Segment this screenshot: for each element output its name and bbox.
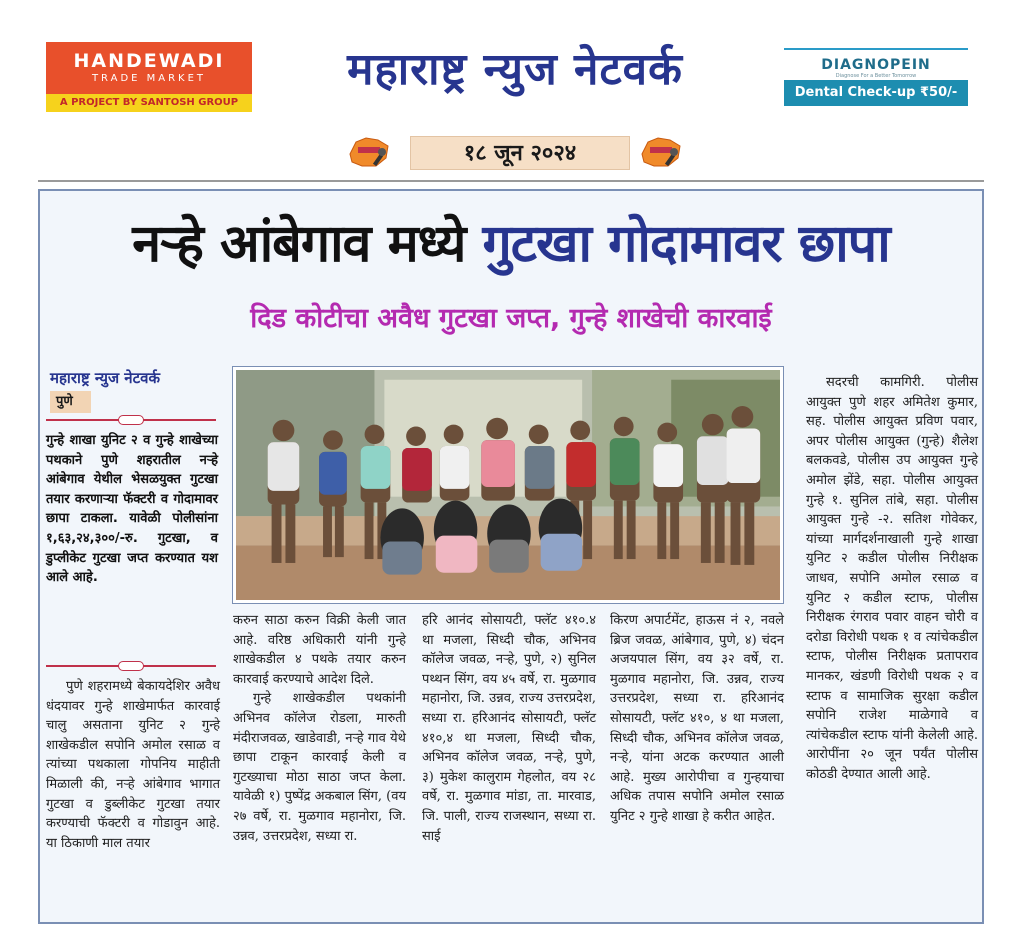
maharashtra-map-mic-icon [346, 132, 394, 172]
article-headline [40, 211, 982, 277]
headline-black-part: नऱ्हे आंबेगाव मध्ये [132, 214, 466, 274]
byline-organization: महाराष्ट्र न्युज नेटवर्क [50, 369, 161, 387]
ad-brand-subtitle: TRADE MARKET [91, 73, 207, 84]
header-divider [38, 180, 984, 182]
column-2-text-a: करुन साठा करुन विक्री केली जात आहे. वरिष्ठ अधिकारी यांनी गुन्हे शाखेकडील ४ पथके तयार करुन कारवाई करण्याचे आदेश दिले. [233, 613, 406, 687]
article-column-4 [610, 611, 784, 827]
handewadi-advertisement [46, 42, 252, 112]
dental-checkup-offer: Dental Check-up ₹50/- [784, 80, 968, 106]
article-subheadline: दिड कोटीचा अवैध गुटखा जप्त, गुन्हे शाखेची कारवाई [250, 303, 772, 334]
article-frame [38, 189, 984, 924]
ad-brand-name: HANDEWADI [73, 50, 225, 72]
article-column-2 [233, 611, 406, 846]
article-column-1 [46, 677, 220, 853]
diagnopein-advertisement [784, 48, 968, 108]
ornament-divider [46, 415, 216, 425]
ad-brand-project: A PROJECT BY SANTOSH GROUP [46, 94, 252, 112]
column-3-text: हरि आनंद सोसायटी, फ्लॅट ४१०.४ था मजला, सिध्दी चौक, अभिनव कॉलेज जवळ, नऱ्हे, पुणे, २) सुनिल पथ्थन सिंग, वय ४५ वर्षे, रा. मुळगाव महानोरा, जि. उन्नव, राज्य उत्तरप्रदेश, सध्या रा. हरिआनंद सोसायटी, फ्लॅट ४१०,४ था मजला, सिध्दी चौक, अभिनव कॉलेज जवळ, नऱ्हे, पुणे, ३) मुकेश कालुराम गेहलोत, वय २८ वर्षे, रा. मुळगाव मांडा, ता. मारवाड, जि. पाली, राज्य राजस्थान, सध्या रा. साई [422, 613, 596, 844]
date-row [340, 132, 690, 172]
arrested-accused-group-photo [233, 367, 783, 603]
diagnopein-tagline: Diagnose For a Better Tomorrow [835, 73, 917, 79]
article-column-3 [422, 611, 596, 846]
byline [50, 367, 220, 413]
maharashtra-map-mic-icon [638, 132, 686, 172]
column-1-text: पुणे शहरामध्ये बेकायदेशिर अवैध धंदयावर गुन्हे शाखेमार्फत कारवाई चालु असताना युनिट २ गुन्हे शाखेकडील सपोनि अमोल रसाळ व त्यांच्या पथकाला गोपनिय माहीती मिळाली की, नऱ्हे आंबेगाव भागात गुटखा व डुब्लीकेट गुटखा तयार करण्याची फॅक्टरी व गोडावुन आहे. या ठिकाणी माल तयार [46, 679, 220, 851]
article-lede: गुन्हे शाखा युनिट २ व गुन्हे शाखेच्या पथकाने पुणे शहरातील नऱ्हे आंबेगाव येथील भेसळयुक्त गुटखा तयार करणाऱ्या फॅक्टरी व गोदामावर छापा टाकला. यावेळी पोलीसांना १,६३,२४,३००/-रु. गुटखा, व डुप्लीकेट गुटखा जप्त करण्यात यश आले आहे. [46, 433, 218, 586]
column-2-text-b: गुन्हे शाखेकडील पथकांनी अभिनव कॉलेज रोडला, मारुती मंदीराजवळ, खाडेवाडी, नऱ्हे गाव येथे छापा टाकून कारवाई केली व गुटख्याचा मोठा साठा जप्त केला. यावेळी १) पुष्पेंद्र अकबाल सिंग, (वय २७ वर्षे, रा. मुळगाव महानोरा, जि. उन्नव, उत्तरप्रदेश, सध्या रा. [233, 691, 406, 844]
column-4-text: किरण अपार्टमेंट, हाऊस नं २, नवले ब्रिज जवळ, आंबेगाव, पुणे, ४) चंदन अजयपाल सिंग, वय ३२ वर्षे, रा. मुळगाव महानोरा, जि. उन्नव, राज्य उत्तरप्रदेश, सध्या रा. हरिआनंद सोसायटी, फ्लॅट ४१०, ४ था मजला, सिध्दी चौक, अभिनव कॉलेज जवळ, नऱ्हे, यांना अटक करण्यात आली आहे. मुख्य आरोपीचा व गुन्हयाचा अधिक तपास सपोनि अमोल रसाळ युनिट २ गुन्हे शाखा हे करीत आहेत. [610, 613, 784, 824]
column-5-text: सदरची कामगिरी. पोलीस आयुक्त पुणे शहर अमितेश कुमार, सह. पोलीस आयुक्त प्रविण पवार, अपर पोलीस आयुक्त (गुन्हे) शैलेश बलकवडे, पोलीस उप आयुक्त गुन्हे अमोल झेंडे, सहा. पोलीस आयुक्त गुन्हे १. सुनिल तांबे, सहा. पोलीस आयुक्त गुन्हे -२. सतिश गोवेकर, यांच्या मार्गदर्शनाखाली गुन्हे शाखा युनिट २ कडील पोलीस निरीक्षक जाधव, सपोनि अमोल रसाळ व युनिट २ कडील स्टाफ, पोलीस निरीक्षक रंगराव पवार वाहन चोरी व दरोडा विरोधी पथक १ व त्यांचेकडील स्टाफ, पोलीस निरीक्षक प्रतापराव मानकर, खंडणी विरोधी पथक २ व स्टाफ व सामाजिक सुरक्षा कडील सपोनि राजेश माळेगावे व त्यांचेकडील स्टाफ यांनी केलेली आहे. आरोपींना २० जून पर्यंत पोलीस कोठडी देण्यात आली आहे. [806, 375, 978, 782]
headline-blue-part: गुटखा गोदामावर छापा [482, 214, 890, 274]
diagnopein-logo [784, 48, 968, 79]
publication-date: १८ जून २०२४ [410, 136, 630, 170]
dateline-place: पुणे [50, 391, 91, 413]
newspaper-masthead: महाराष्ट्र न्युज नेटवर्क [347, 44, 683, 95]
article-column-5 [806, 373, 978, 784]
diagnopein-brand-name: DIAGNOPEIN [821, 57, 931, 73]
ornament-divider [46, 661, 216, 671]
